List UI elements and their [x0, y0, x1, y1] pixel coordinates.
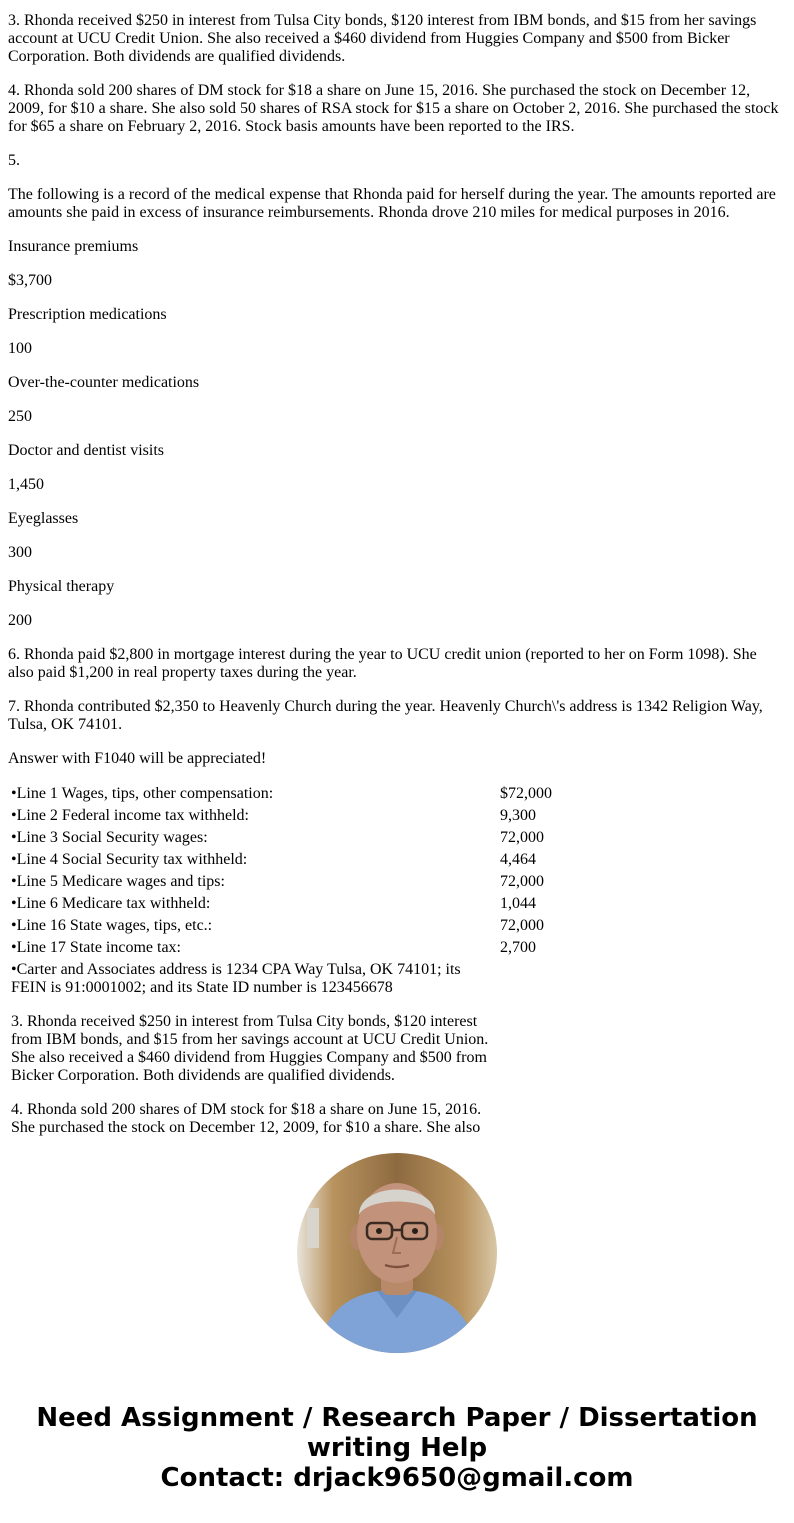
w2-line-value: 9,300 — [500, 807, 536, 824]
table-row — [10, 938, 553, 958]
medical-expense-amount: 300 — [8, 544, 32, 561]
w2-table — [8, 782, 555, 1140]
medical-expense-amount: 250 — [8, 408, 32, 425]
w2-line-value: 4,464 — [500, 851, 536, 868]
banner-line-2: writing Help — [306, 1433, 488, 1463]
paragraph-item-6: 6. Rhonda paid $2,800 in mortgage interest during the year to UCU credit union (reported to her on Form 1098). She also paid $1,200 in real property taxes during the year. — [8, 646, 757, 681]
w2-line-label: •Line 16 State wages, tips, etc.: — [11, 917, 213, 934]
answer-request: Answer with F1040 will be appreciated! — [8, 750, 267, 767]
w2-line-label: •Line 2 Federal income tax withheld: — [11, 807, 249, 824]
medical-expense-label: Prescription medications — [8, 306, 167, 323]
w2-line-label: •Line 1 Wages, tips, other compensation: — [11, 785, 274, 802]
medical-expense-amount: 100 — [8, 340, 32, 357]
portrait-icon — [297, 1153, 497, 1353]
medical-expense-label: Eyeglasses — [8, 510, 79, 527]
w2-line-value: 2,700 — [500, 939, 536, 956]
table-row — [10, 784, 553, 804]
table-row — [10, 872, 553, 892]
table-row — [10, 806, 553, 826]
w2-line-value: 72,000 — [500, 873, 544, 890]
table-row — [10, 894, 553, 914]
empty-cell — [499, 960, 553, 1138]
w2-line-value: $72,000 — [500, 785, 552, 802]
medical-expense-amount: 1,450 — [8, 476, 44, 493]
w2-line-value: 72,000 — [500, 917, 544, 934]
medical-expense-label: Doctor and dentist visits — [8, 442, 164, 459]
banner-line-1: Need Assignment / Research Paper / Dissertation — [36, 1403, 758, 1433]
w2-line-value: 72,000 — [500, 829, 544, 846]
w2-line-label: •Line 3 Social Security wages: — [11, 829, 208, 846]
table-row — [10, 828, 553, 848]
w2-line-label: •Line 5 Medicare wages and tips: — [11, 873, 225, 890]
medical-expense-label: Over-the-counter medications — [8, 374, 200, 391]
banner-contact: Contact: drjack9650@gmail.com — [160, 1463, 634, 1493]
table-item-4: 4. Rhonda sold 200 shares of DM stock for $18 a share on June 15, 2016. She purchased the stock on December 12, 2009, for $10 a share. She also — [11, 1101, 482, 1136]
table-row — [10, 960, 553, 1138]
contact-banner — [0, 1403, 794, 1493]
medical-expense-label: Insurance premiums — [8, 238, 139, 255]
medical-expense-amount: 200 — [8, 612, 32, 629]
medical-expense-intro: The following is a record of the medical expense that Rhonda paid for herself during the year. The amounts reported are amounts she paid in excess of insurance reimbursements. Rhonda drove 210 miles for medical purposes in 2016. — [8, 186, 776, 221]
employer-info-cell — [10, 960, 497, 1138]
paragraph-item-7: 7. Rhonda contributed $2,350 to Heavenly Church during the year. Heavenly Church\'s address is 1342 Religion Way, Tulsa, OK 74101. — [8, 698, 763, 733]
table-item-3: 3. Rhonda received $250 in interest from Tulsa City bonds, $120 interest from IBM bonds, and $15 from her savings account at UCU Credit Union. She also received a $460 dividend from Huggies Company and $500 from Bicker Corporation. Both dividends are qualified dividends. — [11, 1013, 489, 1084]
medical-expense-label: Physical therapy — [8, 578, 115, 595]
employer-note: •Carter and Associates address is 1234 CPA Way Tulsa, OK 74101; its FEIN is 91:0001002; and its State ID number is 123456678 — [11, 961, 461, 996]
w2-line-value: 1,044 — [500, 895, 536, 912]
table-row — [10, 916, 553, 936]
medical-expense-amount: $3,700 — [8, 272, 52, 289]
table-row — [10, 850, 553, 870]
paragraph-item-3: 3. Rhonda received $250 in interest from Tulsa City bonds, $120 interest from IBM bonds, and $15 from her savings account at UCU Credit Union. She also received a $460 dividend from Huggies Company and $500 from Bicker Corporation. Both dividends are qualified dividends. — [8, 12, 757, 65]
document-body — [8, 12, 786, 1142]
paragraph-item-4: 4. Rhonda sold 200 shares of DM stock for $18 a share on June 15, 2016. She purchased the stock on December 12, 2009, for $10 a share. She also sold 50 shares of RSA stock for $15 a share on October 2, 2016. She purchased the stock for $65 a share on February 2, 2016. Stock basis amounts have been reported to the IRS. — [8, 82, 779, 135]
w2-line-label: •Line 4 Social Security tax withheld: — [11, 851, 248, 868]
author-portrait — [297, 1153, 497, 1353]
paragraph-item-5: 5. — [8, 152, 20, 169]
w2-line-label: •Line 6 Medicare tax withheld: — [11, 895, 211, 912]
w2-line-label: •Line 17 State income tax: — [11, 939, 181, 956]
